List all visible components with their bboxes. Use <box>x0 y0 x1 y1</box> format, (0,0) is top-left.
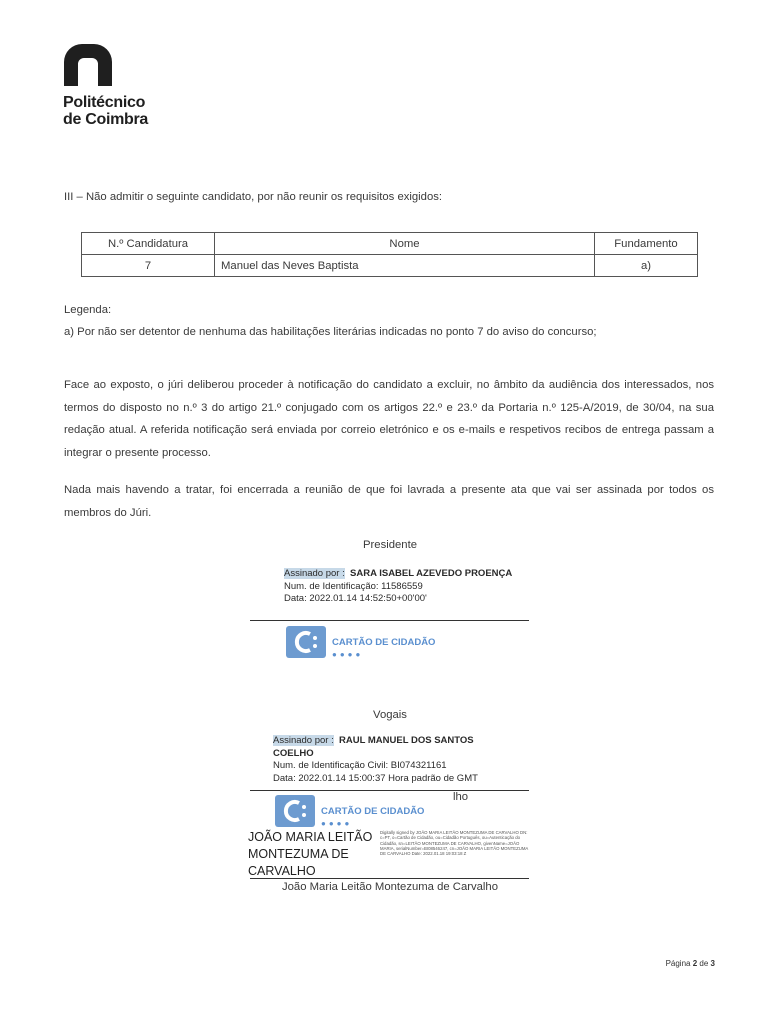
paragraph-closing: Nada mais havendo a tratar, foi encerrada a reunião de que foi lavrada a presente ata que vai ser assinada por todos os membros do Júri. <box>64 484 714 519</box>
legend-item-a: a) Por não ser detentor de nenhuma das habilitações literárias indicadas no ponto 7 do aviso do concurso; <box>64 326 597 338</box>
intro-text: III – Não admitir o seguinte candidato, por não reunir os requisitos exigidos: <box>64 191 443 203</box>
signature-line <box>250 878 529 879</box>
header-nome: Nome <box>215 233 595 255</box>
table-row <box>82 255 698 277</box>
cc-dots: ●●●● <box>321 819 353 828</box>
president-signature-block <box>284 568 512 606</box>
institution-name <box>63 94 148 128</box>
page-sep: de <box>699 959 709 968</box>
signer-name: RAUL MANUEL DOS SANTOS COELHO <box>273 735 474 759</box>
digital-signature-name: JOÃO MARIA LEITÃO MONTEZUMA DE CARVALHO <box>248 830 373 878</box>
cartao-cidadao-logo <box>286 626 435 658</box>
logo-line-1: Politécnico <box>63 94 146 111</box>
header-candidatura: N.º Candidatura <box>82 233 215 255</box>
table-header-row <box>82 233 698 255</box>
printed-signer-name: João Maria Leitão Montezuma de Carvalho <box>281 881 498 893</box>
cartao-cidadao-logo <box>275 795 424 827</box>
vogais-label: Vogais <box>373 709 407 721</box>
signer-id: Num. de Identificação Civil: BI074321161 <box>273 760 447 771</box>
header-fundamento: Fundamento <box>595 233 698 255</box>
candidates-table <box>81 232 698 277</box>
signature-line <box>250 620 529 621</box>
logo-line-2: de Coimbra <box>63 111 149 128</box>
page-current: 2 <box>692 959 698 968</box>
signature-line <box>250 790 529 791</box>
vogal-signature-block <box>273 735 503 785</box>
paragraph-notification: Face ao exposto, o júri deliberou proceder à notificação do candidato a excluir, no âmbito da audiência dos interessados, nos termos do disposto no n.º 3 do artigo 21.º conjugado com os artigos 22.º e 23.º da Portaria n.º 125-A/2019, de 30/04, na sua redação atual. A referida notificação será enviada por correio eletrónico e os e-mails e respetivos recibos de entrega passam a integrar o presente processo. <box>64 379 714 459</box>
signed-by-label: Assinado por : <box>284 568 345 579</box>
digital-signature-details: Digitally signed by JOÃO MARIA LEITÃO MONTEZUMA DE CARVALHO DN: c=PT, o=Cartão de Cidadão, ou=Cidadão Português, ou=Autenticação do Cidadão, sn=LEITÃO MONTEZUMA DE CARVALHO, givenName=JOÃO MARIA, serialNumber=BI08546247, cn=JOÃO MARIA LEITÃO MONTEZUMA DE CARVALHO Date: 2022.01.18 19:03:18 Z <box>380 830 529 857</box>
cc-icon <box>275 795 315 827</box>
page-prefix: Página <box>665 959 691 968</box>
cc-text: CARTÃO DE CIDADÃO <box>332 636 436 648</box>
cell-fundamento: a) <box>595 255 698 277</box>
signer-id: Num. de Identificação: 11586559 <box>284 580 423 592</box>
signature-date: Data: 2022.01.14 14:52:50+00'00' <box>284 593 427 604</box>
cc-text: CARTÃO DE CIDADÃO <box>321 805 425 817</box>
cell-candidatura: 7 <box>82 255 215 277</box>
signed-by-label: Assinado por : <box>273 735 334 746</box>
page-total: 3 <box>710 959 715 968</box>
legend-title: Legenda: <box>64 304 112 316</box>
page-number <box>640 959 715 968</box>
signature-date: Data: 2022.01.14 15:00:37 Hora padrão de GMT <box>273 772 478 784</box>
signer-name: SARA ISABEL AZEVEDO PROENÇA <box>350 568 513 579</box>
cc-icon <box>286 626 326 658</box>
obscured-name-fragment: lho <box>453 791 469 803</box>
cell-nome: Manuel das Neves Baptista <box>215 255 595 277</box>
politecnico-logo-icon <box>64 44 112 86</box>
cc-dots: ●●●● <box>332 650 364 659</box>
president-label: Presidente <box>362 539 417 551</box>
